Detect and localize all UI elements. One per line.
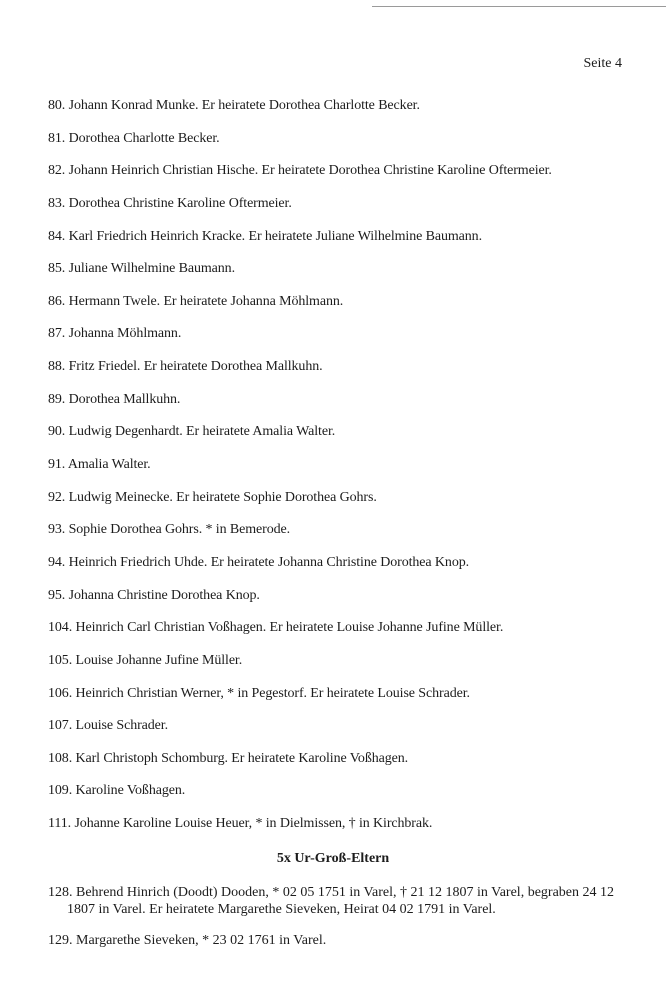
entry: 106. Heinrich Christian Werner, * in Pegestorf. Er heiratete Louise Schrader. [48, 685, 470, 701]
entry: 90. Ludwig Degenhardt. Er heiratete Amalia Walter. [48, 424, 336, 440]
entry: 95. Johanna Christine Dorothea Knop. [48, 587, 260, 603]
entry: 83. Dorothea Christine Karoline Oftermeier. [48, 195, 292, 211]
entry: 84. Karl Friedrich Heinrich Kracke. Er heiratete Juliane Wilhelmine Baumann. [48, 228, 482, 244]
entry: 92. Ludwig Meinecke. Er heiratete Sophie Dorothea Gohrs. [48, 489, 377, 505]
entry: 104. Heinrich Carl Christian Voßhagen. Er heiratete Louise Johanne Jufine Müller. [48, 620, 504, 636]
entry: 88. Fritz Friedel. Er heiratete Dorothea Mallkuhn. [48, 359, 323, 375]
entry: 128. Behrend Hinrich (Doodt) Dooden, * 02 05 1751 in Varel, † 21 12 1807 in Varel, begraben 24 12 1807 in Varel. Er heiratete Margarethe Sieveken, Heirat 04 02 1791 in Varel. [48, 885, 614, 917]
entry: 105. Louise Johanne Jufine Müller. [48, 652, 243, 668]
entry: 94. Heinrich Friedrich Uhde. Er heiratete Johanna Christine Dorothea Knop. [48, 554, 470, 570]
entry: 89. Dorothea Mallkuhn. [48, 391, 181, 407]
entry: 108. Karl Christoph Schomburg. Er heiratete Karoline Voßhagen. [48, 750, 409, 766]
entry: 93. Sophie Dorothea Gohrs. * in Bemerode. [48, 522, 291, 538]
entry: 81. Dorothea Charlotte Becker. [48, 130, 220, 146]
entry: 82. Johann Heinrich Christian Hische. Er heiratete Dorothea Christine Karoline Oftermeier. [48, 163, 552, 179]
top-rule [372, 6, 666, 7]
entry-list [48, 97, 628, 848]
section-heading: 5x Ur-Groß-Eltern [276, 851, 390, 866]
entry: 109. Karoline Voßhagen. [48, 783, 186, 799]
entry: 87. Johanna Möhlmann. [48, 326, 182, 342]
entry: 85. Juliane Wilhelmine Baumann. [48, 261, 235, 277]
entry: 80. Johann Konrad Munke. Er heiratete Dorothea Charlotte Becker. [48, 98, 420, 113]
entry: 86. Hermann Twele. Er heiratete Johanna Möhlmann. [48, 293, 344, 309]
entry-list-section [48, 884, 623, 963]
entry: 107. Louise Schrader. [48, 718, 168, 734]
entry: 129. Margarethe Sieveken, * 23 02 1761 in Varel. [48, 933, 327, 948]
entry: 91. Amalia Walter. [48, 457, 151, 473]
entry: 111. Johanne Karoline Louise Heuer, * in Dielmissen, † in Kirchbrak. [48, 816, 433, 832]
page-number: Seite 4 [583, 56, 622, 71]
